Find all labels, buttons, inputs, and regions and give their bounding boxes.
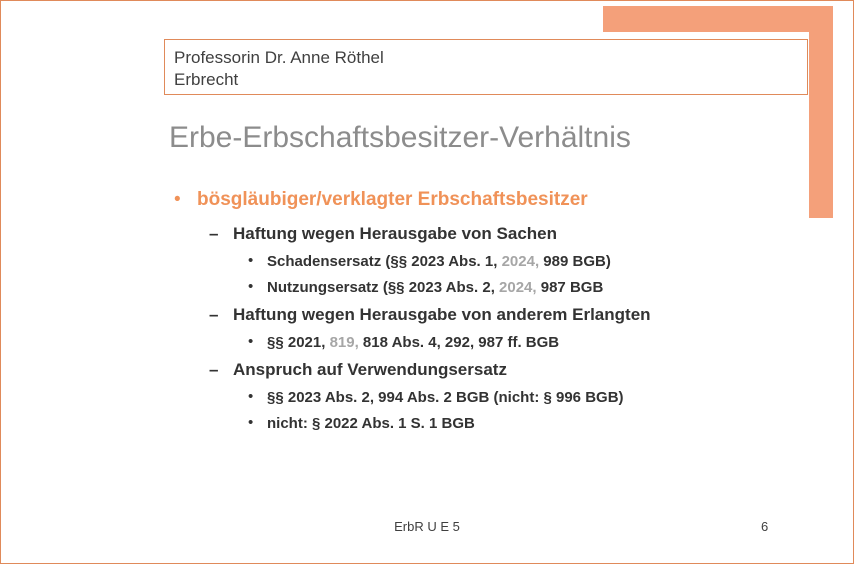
list-item-label-part2: 818 Abs. 4, 292, 987 ff. BGB <box>358 334 560 351</box>
list-item-level2 <box>169 360 809 380</box>
list-item-level2 <box>169 224 809 244</box>
bullet-dot-icon: • <box>248 414 254 431</box>
list-item-label-dim: 819, <box>329 334 359 351</box>
list-item-label-dim: 2024, <box>501 253 540 270</box>
list-item-level2 <box>169 305 809 325</box>
list-item-label: bösgläubiger/verklagter Erbschaftsbesitzer <box>197 189 588 210</box>
bullet-dot-icon: • <box>248 252 254 269</box>
list-item-label: §§ 2023 Abs. 2, 994 Abs. 2 BGB (nicht: § 996 BGB) <box>267 389 624 406</box>
bullet-dot-icon: • <box>248 333 254 350</box>
list-item-label-part1: Schadensersatz (§§ 2023 Abs. 1, <box>267 253 502 270</box>
list-item-level3 <box>169 279 809 296</box>
list-item-level3 <box>169 334 809 351</box>
page-title: Erbe-Erbschaftsbesitzer-Verhältnis <box>169 121 631 154</box>
list-item-level3 <box>169 253 809 270</box>
decorative-bar-vertical <box>809 6 833 218</box>
bullet-dot-icon: • <box>248 278 254 295</box>
list-item-label: Haftung wegen Herausgabe von Sachen <box>233 224 558 243</box>
list-item-label: Haftung wegen Herausgabe von anderem Erlangten <box>233 305 651 324</box>
header-author: Professorin Dr. Anne Röthel <box>174 48 384 67</box>
decorative-bar-gap <box>603 32 809 34</box>
decorative-bar-horizontal <box>603 6 833 32</box>
list-item-level3 <box>169 389 809 406</box>
list-item-level1 <box>169 189 809 211</box>
list-item-label-part2: 987 BGB <box>536 279 604 296</box>
list-item-label-dim: 2024, <box>499 279 537 296</box>
bullet-dot-icon: • <box>248 388 254 405</box>
bullet-dash-icon: – <box>209 360 219 379</box>
bullet-dot-icon: • <box>174 189 181 210</box>
list-item-label: nicht: § 2022 Abs. 1 S. 1 BGB <box>267 415 475 432</box>
list-item-label-part1: Nutzungsersatz (§§ 2023 Abs. 2, <box>267 279 500 296</box>
list-item-label-part2: 989 BGB) <box>539 253 611 270</box>
header-subject: Erbrecht <box>174 70 239 90</box>
footer-label: ErbR U E 5 <box>394 519 460 534</box>
list-item-label: Anspruch auf Verwendungsersatz <box>233 360 507 379</box>
list-item-label-part1: §§ 2021, <box>267 334 330 351</box>
header-box <box>164 39 808 95</box>
bullet-dash-icon: – <box>209 305 219 324</box>
bullet-dash-icon: – <box>209 224 219 243</box>
list-item-level3 <box>169 415 809 432</box>
page-number: 6 <box>761 519 769 534</box>
content-list <box>169 189 809 441</box>
